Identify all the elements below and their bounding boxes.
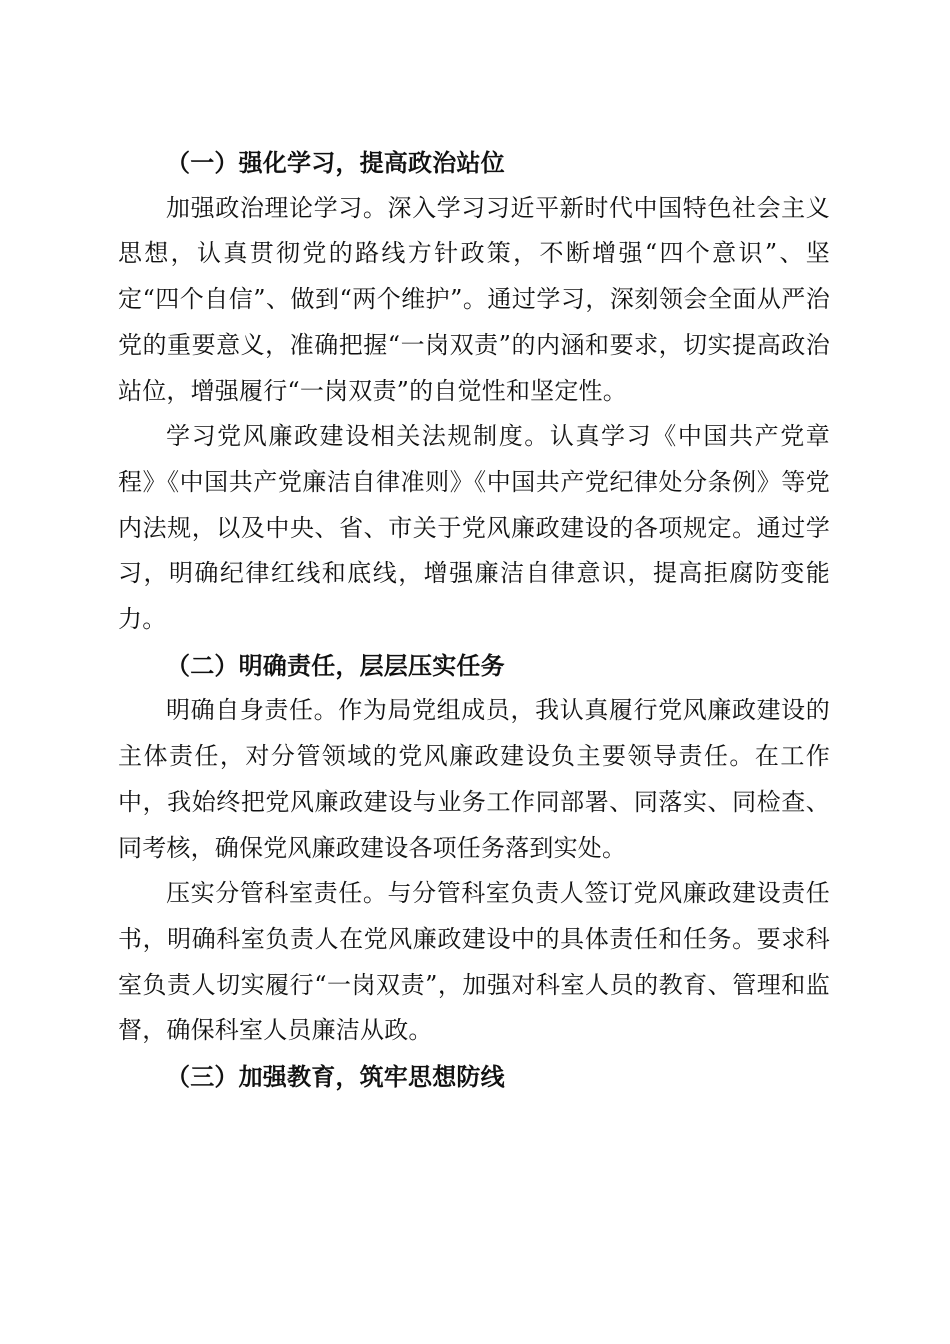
paragraph-regulations-study: 学习党风廉政建设相关法规制度。认真学习《中国共产党章程》《中国共产党廉洁自律准则》《中国共产党纪律处分条例》等党内法规，以及中央、省、市关于党风廉政建设的各项规定。通过学习，明确纪律红线和底线，增强廉洁自律意识，提高拒腐防变能力。 xyxy=(118,422,830,634)
paragraph-political-theory-study: 加强政治理论学习。深入学习习近平新时代中国特色社会主义思想，认真贯彻党的路线方针政策，不断增强“四个意识”、坚定“四个自信”、做到“两个维护”。通过学习，深刻领会全面从严治党的重要意义，准确把握“一岗双责”的内涵和要求，切实提高政治站位，增强履行“一岗双责”的自觉性和坚定性。 xyxy=(118,193,830,405)
section-heading-1: （一）强化学习，提高政治站位 xyxy=(166,148,505,177)
document-body xyxy=(118,140,830,1100)
section-heading-3: （三）加强教育，筑牢思想防线 xyxy=(166,1062,505,1092)
paragraph-department-responsibility: 压实分管科室责任。与分管科室负责人签订党风廉政建设责任书，明确科室负责人在党风廉政建设中的具体责任和任务。要求科室负责人切实履行“一岗双责”，加强对科室人员的教育、管理和监督，确保科室人员廉洁从政。 xyxy=(118,879,830,1045)
section-heading-2: （二）明确责任，层层压实任务 xyxy=(166,650,505,680)
paragraph-own-responsibility: 明确自身责任。作为局党组成员，我认真履行党风廉政建设的主体责任，对分管领域的党风廉政建设负主要领导责任。在工作中，我始终把党风廉政建设与业务工作同部署、同落实、同检查、同考核，确保党风廉政建设各项任务落到实处。 xyxy=(118,696,830,862)
